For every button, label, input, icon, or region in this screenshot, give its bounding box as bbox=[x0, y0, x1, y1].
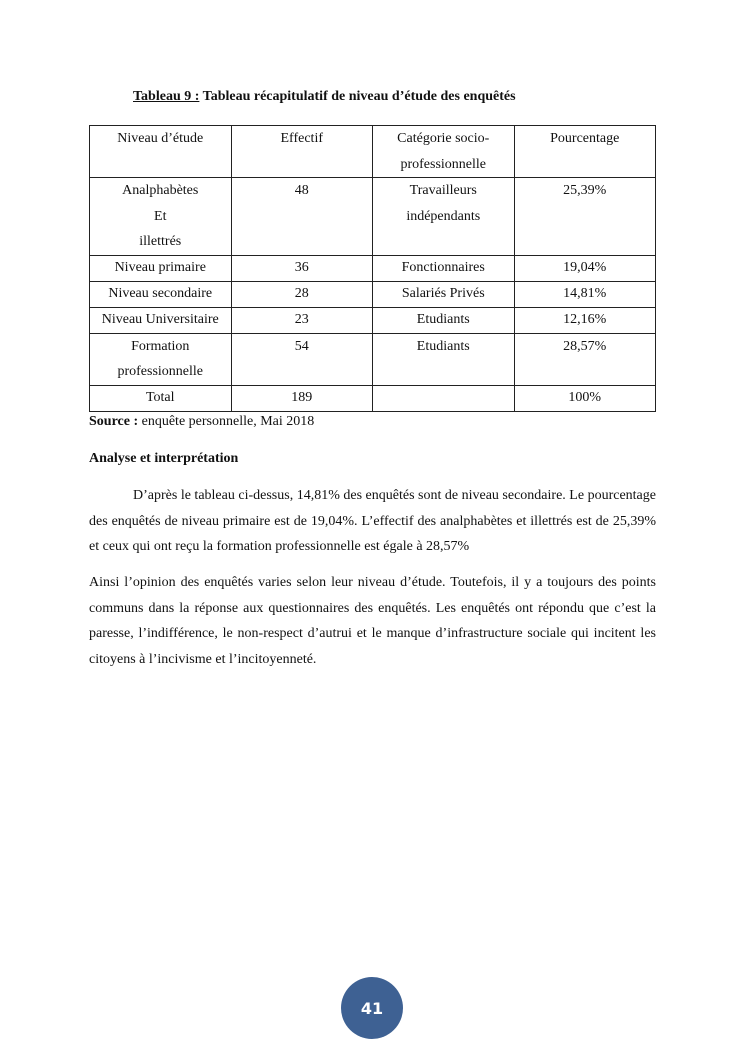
header-cell: Effectif bbox=[231, 126, 373, 178]
paragraph: Ainsi l’opinion des enquêtés varies selon leur niveau d’étude. Toutefois, il y a toujours des points communs dans la réponse aux questionnaires des enquêtés. Les enquêtés ont répondu que c’est la paresse, l’indifférence, le non-respect d’autrui et le manque d’infrastructure sociale qui incitent les citoyens à l’incivisme et l’incitoyenneté. bbox=[89, 575, 656, 667]
caption-title: Tableau récapitulatif de niveau d’étude des enquêtés bbox=[199, 89, 516, 104]
table-cell: Etudiants bbox=[373, 333, 515, 385]
table-cell: Fonctionnaires bbox=[373, 255, 515, 281]
header-cell: Pourcentage bbox=[514, 126, 656, 178]
table-cell bbox=[373, 385, 515, 411]
table-cell: Niveau Universitaire bbox=[90, 307, 232, 333]
caption-label: Tableau 9 : bbox=[133, 89, 200, 104]
table-row bbox=[90, 281, 656, 307]
table-cell: 25,39% bbox=[514, 178, 656, 256]
table-cell: 36 bbox=[231, 255, 373, 281]
table-header-row bbox=[90, 126, 656, 178]
table-source bbox=[89, 414, 314, 430]
source-text: enquête personnelle, Mai 2018 bbox=[138, 414, 315, 429]
table-cell: 48 bbox=[231, 178, 373, 256]
table-cell: Analphabètes Et illettrés bbox=[90, 178, 232, 256]
source-label: Source : bbox=[89, 414, 139, 429]
table-cell: 100% bbox=[514, 385, 656, 411]
table-row bbox=[90, 255, 656, 281]
table-cell: 14,81% bbox=[514, 281, 656, 307]
header-cell: Catégorie socio- professionnelle bbox=[373, 126, 515, 178]
table-cell: Salariés Privés bbox=[373, 281, 515, 307]
table-row bbox=[90, 307, 656, 333]
table-cell: Travailleurs indépendants bbox=[373, 178, 515, 256]
paragraph: D’après le tableau ci-dessus, 14,81% des enquêtés sont de niveau secondaire. Le pourcentage des enquêtés de niveau primaire est de 19,04%. L’effectif des analphabètes et illettrés est de 25,39% et ceux qui ont reçu la formation professionnelle est égale à 28,57% bbox=[89, 488, 656, 554]
table-total-row bbox=[90, 385, 656, 411]
table-cell: 54 bbox=[231, 333, 373, 385]
table-cell: 23 bbox=[231, 307, 373, 333]
table-caption bbox=[133, 89, 516, 105]
table-cell: Total bbox=[90, 385, 232, 411]
table-cell: Etudiants bbox=[373, 307, 515, 333]
table-row bbox=[90, 333, 656, 385]
table-cell: Niveau primaire bbox=[90, 255, 232, 281]
table-cell: 12,16% bbox=[514, 307, 656, 333]
table-row bbox=[90, 178, 656, 256]
table-cell: Niveau secondaire bbox=[90, 281, 232, 307]
page-number-badge: 41 bbox=[341, 977, 403, 1039]
table-cell: 19,04% bbox=[514, 255, 656, 281]
table-cell: 189 bbox=[231, 385, 373, 411]
table-cell: Formation professionnelle bbox=[90, 333, 232, 385]
education-level-table bbox=[89, 125, 656, 412]
section-heading: Analyse et interprétation bbox=[89, 451, 239, 466]
table-cell: 28,57% bbox=[514, 333, 656, 385]
table-cell: 28 bbox=[231, 281, 373, 307]
header-cell: Niveau d’étude bbox=[90, 126, 232, 178]
